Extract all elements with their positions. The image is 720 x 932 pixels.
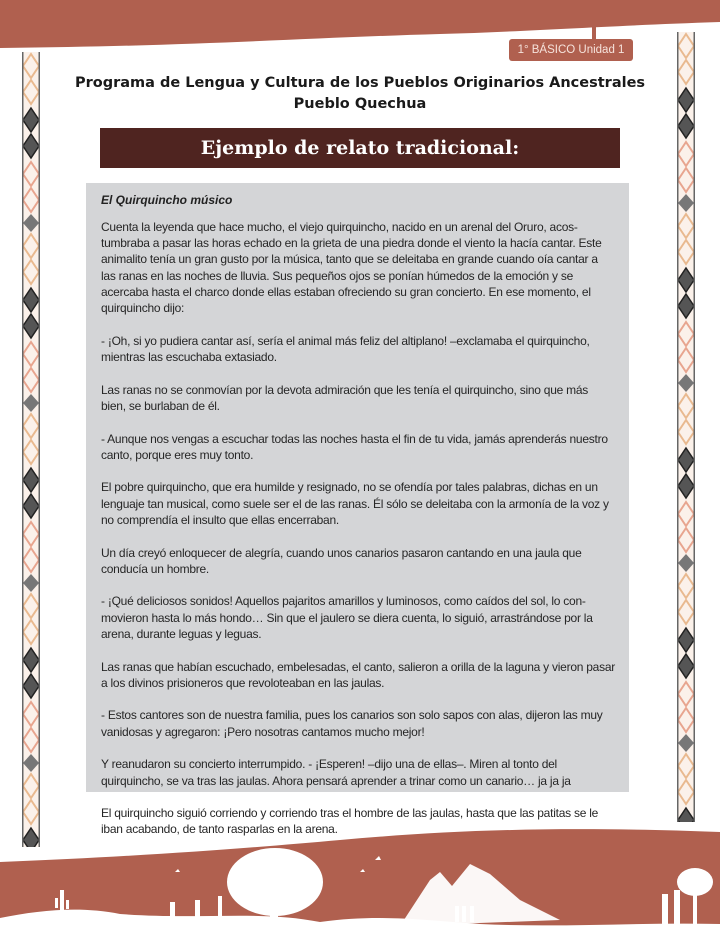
grade-unit-badge: 1° BÁSICO Unidad 1 xyxy=(509,39,633,61)
program-title xyxy=(0,73,720,115)
story-box xyxy=(86,183,629,837)
section-banner: Ejemplo de relato tradicional: xyxy=(100,128,620,168)
story-paragraph: - ¡Qué deliciosos sonidos! Aquellos pajaritos amarillos y luminosos, como caídos del sol, lo con-movieron hasta lo más hondo… Sin que el jaulero se diera cuenta, lo siguió, arrastrándose por la arena, durante leguas y leguas. xyxy=(101,594,593,641)
woven-pattern-left-icon xyxy=(22,52,40,847)
andean-landscape-icon xyxy=(0,810,720,932)
story-paragraph: Un día creyó enloquecer de alegría, cuando unos canarios pasaron cantando en una jaula que conducía un hombre. xyxy=(101,545,582,576)
story-paragraph: Y reanudaron su concierto interrumpido. - ¡Esperen! –dijo una de ellas–. Miren al tonto del quirquincho, se va tras las jaulas. Ahora pensará aprender a trinar como un canario… ja ja ja xyxy=(101,757,571,788)
story-paragraph: El quirquincho siguió corriendo y corriendo tras el hombre de las jaulas, hasta que las patitas se le iban acabando, de tanto rasparlas en la arena. xyxy=(101,806,599,837)
program-title-line2: Pueblo Quechua xyxy=(293,96,427,112)
program-title-line1: Programa de Lengua y Cultura de los Pueblos Originarios Ancestrales xyxy=(74,75,646,91)
woven-pattern-right-icon xyxy=(677,32,695,822)
story-paragraph: Las ranas que habían escuchado, embelesadas, el canto, salieron a orilla de la laguna y vieron pasar a los divinos prisioneros que revoloteaban en las jaulas. xyxy=(101,659,616,690)
story-paragraph: - Estos cantores son de nuestra familia, pues los canarios son solo sapos con alas, dijeron las muy vanidosas y agregaron: ¡Pero nosotras cantamos mucho mejor! xyxy=(101,708,603,739)
story-paragraph: - ¡Oh, si yo pudiera cantar así, sería el animal más feliz del altiplano! –exclamaba el quirquincho, mientras las escuchaba extasiado. xyxy=(101,333,590,364)
story-paragraph: Las ranas no se conmovían por la devota admiración que les tenía el quirquincho, sino que más bien, se burlaban de él. xyxy=(101,382,589,413)
story-title: El Quirquincho músico xyxy=(101,193,233,207)
story-paragraph: El pobre quirquincho, que era humilde y resignado, no se ofendía por tales palabras, dichas en un lenguaje tan musical, como suele ser el de las ranas. Él sólo se deleitaba con la armonía de la voz y no comprendía el insulto que ellas encerraban. xyxy=(101,480,609,527)
badge-connector xyxy=(592,24,596,40)
story-paragraph: Cuenta la leyenda que hace mucho, el viejo quirquincho, nacido en un arenal del Oruro, acos-tumbraba a pasar las horas echado en la grieta de una piedra donde el viento la hacía cantar. Este animalito tenía un gran gusto por la música, tanto que se deleitaba en grande cuando oía cantar a las ranas en las noches de lluvia. Sus pequeños ojos se ponían húmedos de la emoción y se acercaba hasta el charco donde ellas estaban ofreciendo su gran concierto. En ese momento, el quirquincho dijo: xyxy=(101,220,602,316)
story-paragraph: - Aunque nos vengas a escuchar todas las noches hasta el fin de tu vida, jamás aprenderás nuestro canto, porque eres muy tonto. xyxy=(101,431,608,462)
